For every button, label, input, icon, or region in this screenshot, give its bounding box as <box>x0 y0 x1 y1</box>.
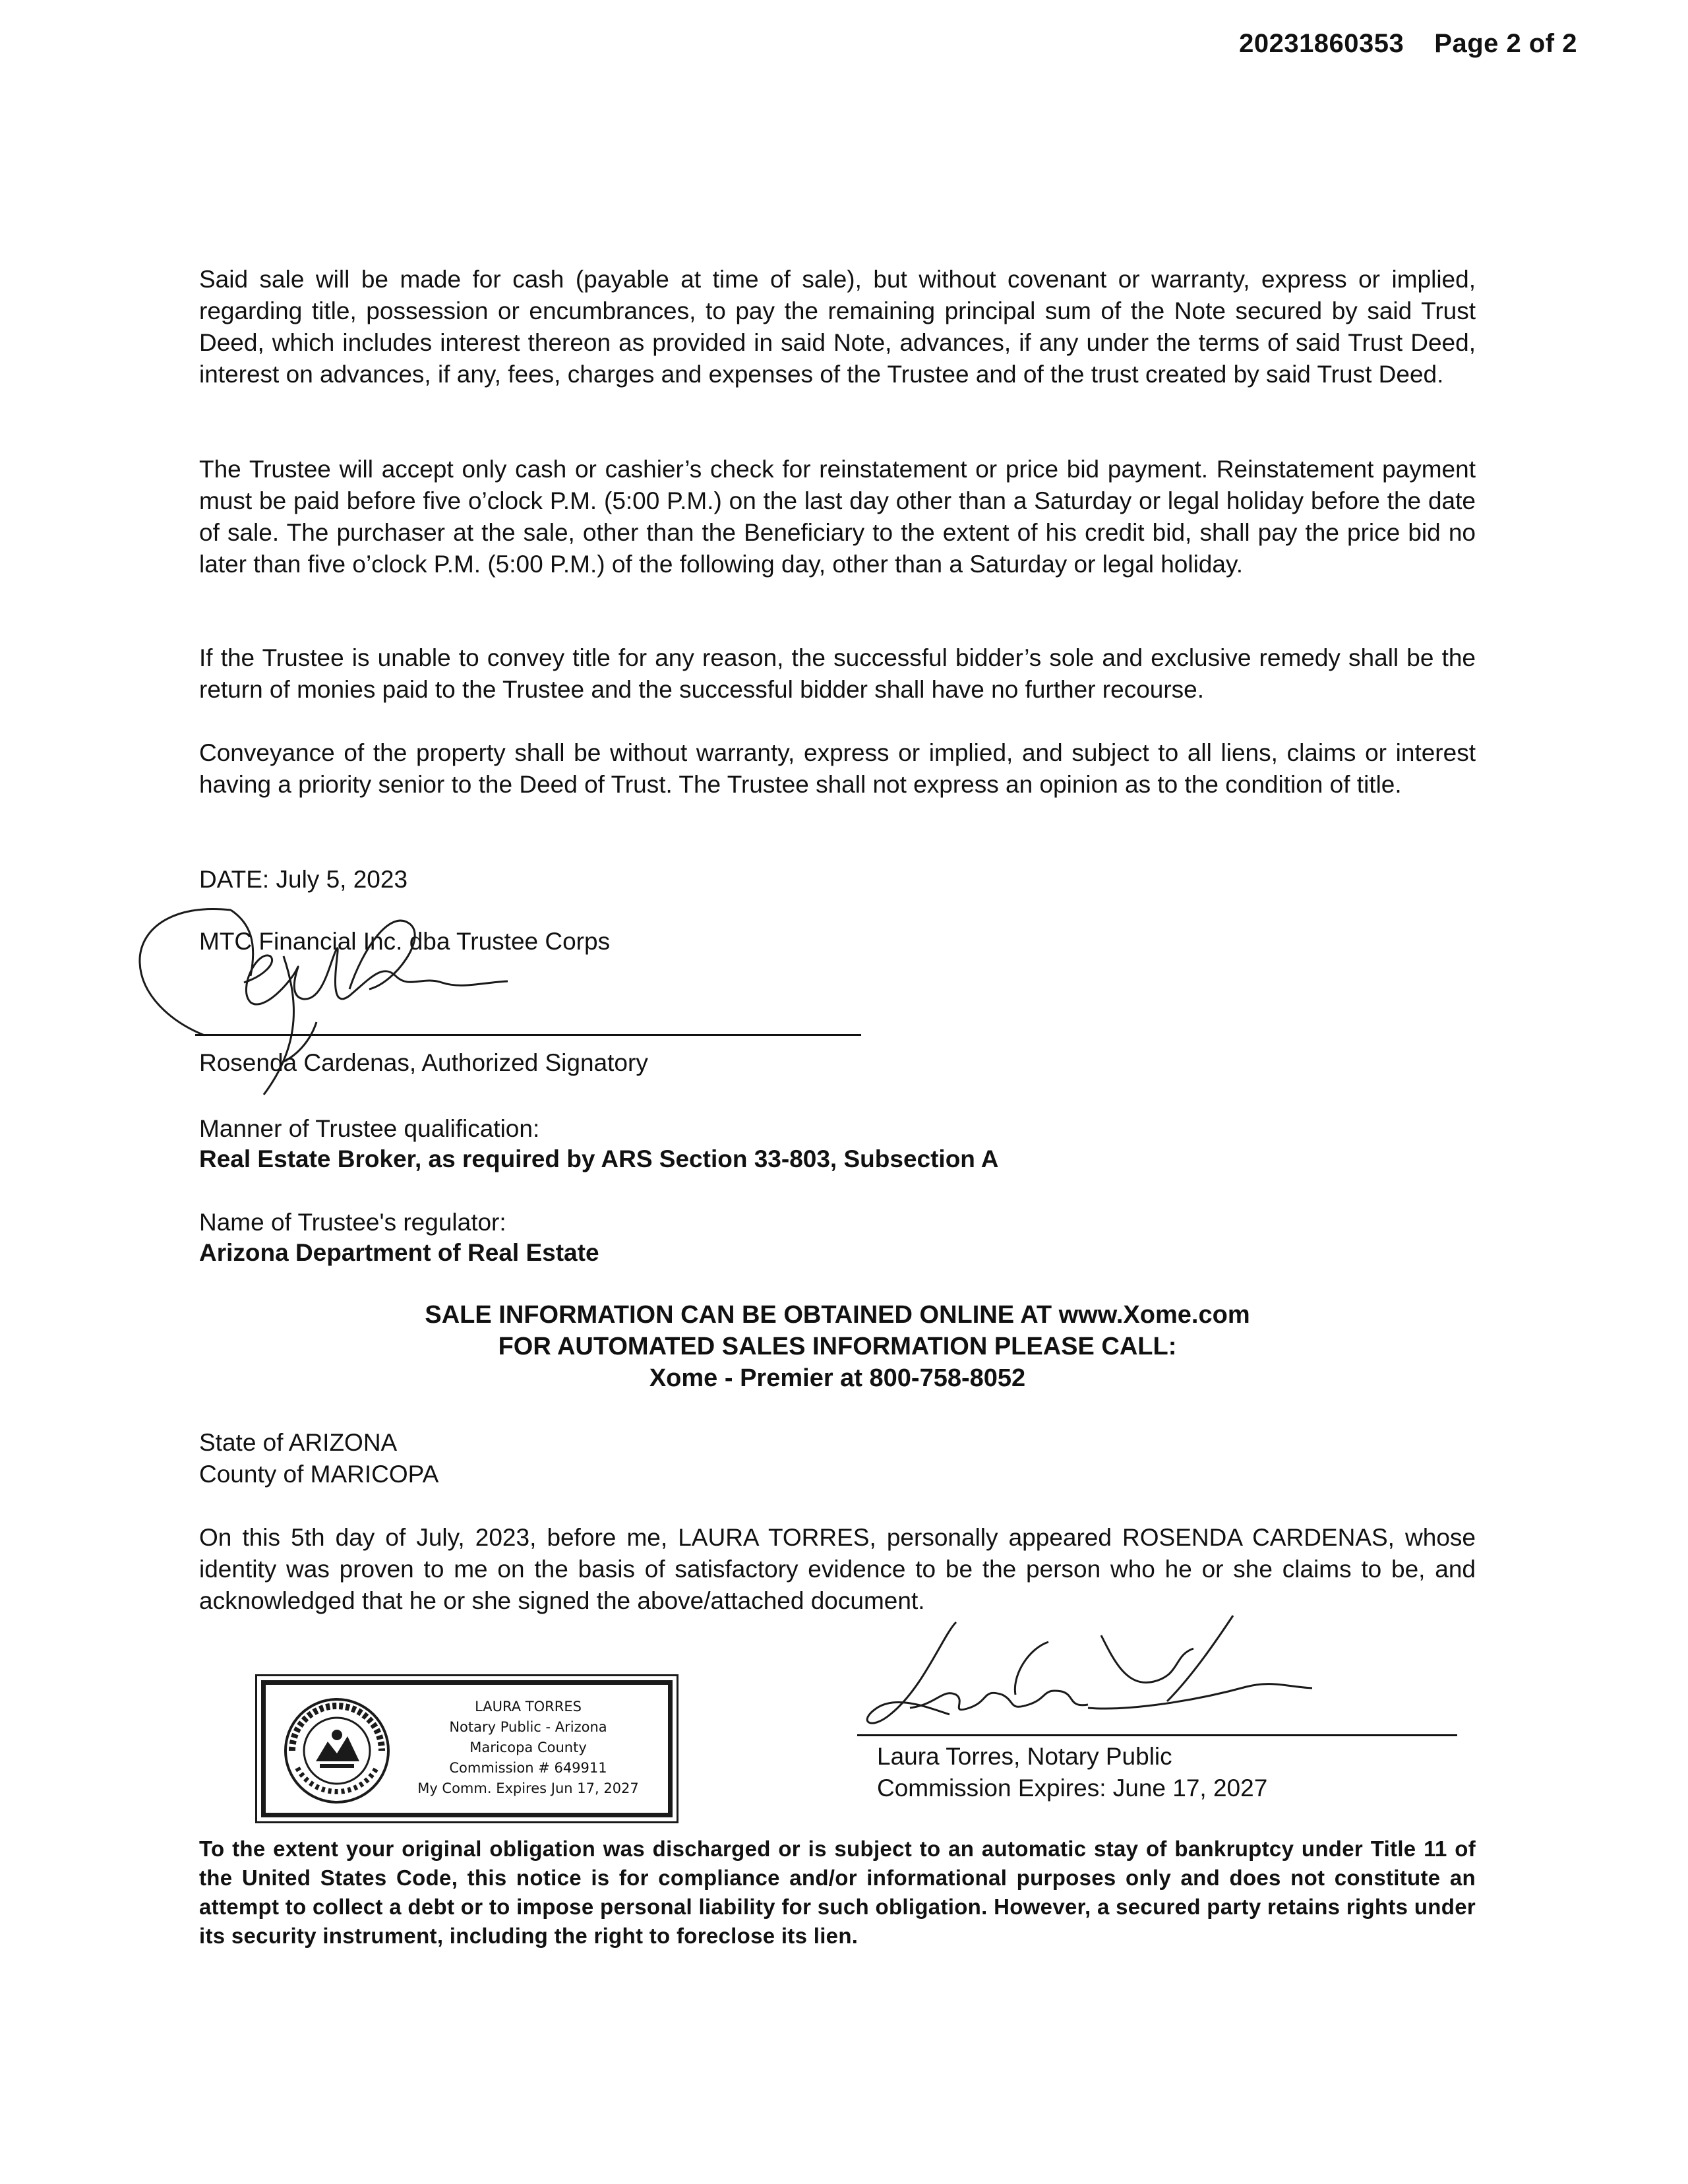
page-header <box>1239 29 1577 59</box>
trustee-signature-line <box>195 1034 861 1036</box>
notary-signature-name: Laura Torres, Notary Public <box>877 1743 1172 1770</box>
state-seal-icon <box>282 1695 392 1806</box>
stamp-expires: My Comm. Expires Jun 17, 2027 <box>417 1780 639 1796</box>
stamp-title: Notary Public - Arizona <box>449 1719 607 1735</box>
signature-date: DATE: July 5, 2023 <box>199 866 408 893</box>
paragraph-reinstatement: The Trustee will accept only cash or cashier’s check for reinstatement or price bid payment. Reinstatement payment must be paid before five o’clock P.M. (5:00 P.M.) on the last day other than a Saturday or legal holiday before the date of sale. The purchaser at the sale, other than the Beneficiary to the extent of his credit bid, shall pay the price bid no later than five o’clock P.M. (5:00 P.M.) of the following day, other than a Saturday or legal holiday. <box>199 456 1476 578</box>
notary-stamp <box>261 1680 673 1817</box>
sale-info-line-3: Xome - Premier at 800-758-8052 <box>649 1364 1026 1392</box>
qualification-value: Real Estate Broker, as required by ARS Section 33-803, Subsection A <box>199 1145 999 1172</box>
signer-name: Rosenda Cardenas, Authorized Signatory <box>199 1049 648 1076</box>
stamp-commission: Commission # 649911 <box>449 1760 607 1776</box>
notary-signature-line <box>857 1734 1457 1736</box>
paragraph-sale-terms: Said sale will be made for cash (payable at time of sale), but without covenant or warranty, express or implied, regarding title, possession or encumbrances, to pay the remaining principal sum of the Note secured by said Trust Deed, which includes interest thereon as provided in said Note, advances, if any under the terms of said Trust Deed, interest on advances, if any, fees, charges and expenses of the Trustee and of the trust created by said Trust Deed. <box>199 266 1476 388</box>
document-number: 20231860353 <box>1239 29 1404 58</box>
notary-signature <box>851 1609 1339 1747</box>
sale-info-line-1: SALE INFORMATION CAN BE OBTAINED ONLINE AT www.Xome.com <box>425 1301 1250 1329</box>
notary-signature-expiry: Commission Expires: June 17, 2027 <box>877 1774 1268 1802</box>
stamp-name: LAURA TORRES <box>475 1699 582 1714</box>
trustee-company: MTC Financial Inc. dba Trustee Corps <box>199 928 611 955</box>
notary-state: State of ARIZONA <box>199 1429 398 1456</box>
paragraph-conveyance: Conveyance of the property shall be without warranty, express or implied, and subject to all liens, claims or interest having a priority senior to the Deed of Trust. The Trustee shall not express an opinion as to the condition of title. <box>199 739 1476 798</box>
page-number: Page 2 of 2 <box>1434 29 1577 58</box>
stamp-county: Maricopa County <box>469 1740 587 1755</box>
qualification-label: Manner of Trustee qualification: <box>199 1115 540 1142</box>
paragraph-remedy: If the Trustee is unable to convey title for any reason, the successful bidder’s sole and exclusive remedy shall be the return of monies paid to the Trustee and the successful bidder shall have no further recourse. <box>199 644 1476 703</box>
notary-acknowledgment: On this 5th day of July, 2023, before me, LAURA TORRES, personally appeared ROSENDA CARDENAS, whose identity was proven to me on the basis of satisfactory evidence to be the person who he or she claims to be, and acknowledged that he or she signed the above/attached document. <box>199 1524 1476 1614</box>
bankruptcy-disclaimer: To the extent your original obligation was discharged or is subject to an automatic stay of bankruptcy under Title 11 of the United States Code, this notice is for compliance and/or informational purposes only and does not constitute an attempt to collect a debt or to impose personal liability for such obligation. However, a secured party retains rights under its security instrument, including the right to foreclose its lien. <box>199 1836 1476 1948</box>
notary-county: County of MARICOPA <box>199 1461 439 1488</box>
sale-info-line-2: FOR AUTOMATED SALES INFORMATION PLEASE CALL: <box>498 1333 1177 1360</box>
regulator-label: Name of Trustee's regulator: <box>199 1209 506 1236</box>
regulator-value: Arizona Department of Real Estate <box>199 1239 599 1266</box>
